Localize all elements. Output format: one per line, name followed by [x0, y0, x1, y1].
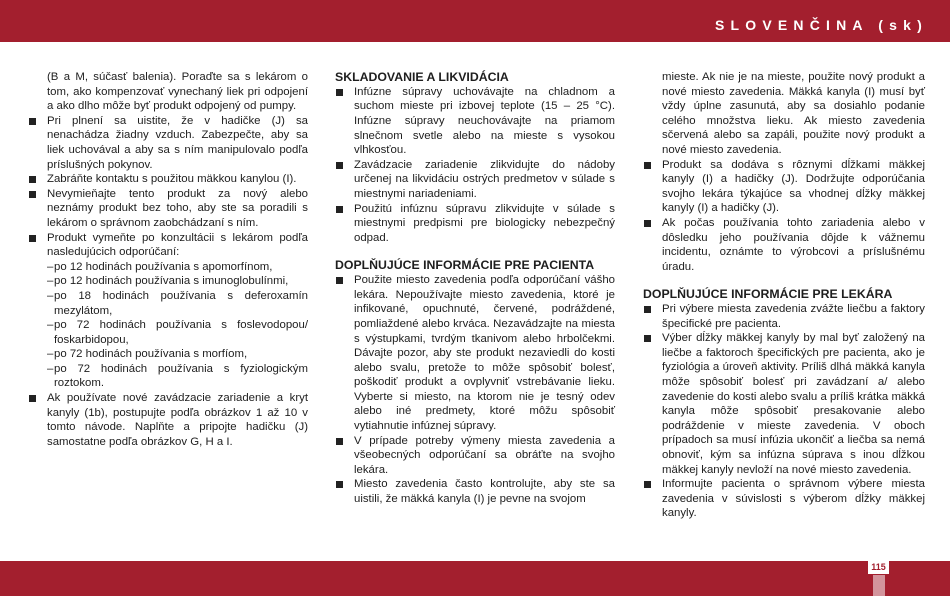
footer-bar — [0, 561, 950, 596]
dash-item: – po 72 hodinách používania s morfíom, — [47, 348, 248, 361]
page-number: 115 — [868, 561, 889, 574]
list-item: Zabráňte kontaktu s použitou mäkkou kanylou (I). — [28, 172, 308, 187]
bullet-list — [643, 158, 925, 275]
paragraph: (B a M, súčasť balenia). Poraďte sa s lekárom o tom, ako kompenzovať vynechaný liek pri odpojení a ako dlho môže byť produkt odpojený od pumpy. — [47, 71, 308, 113]
bullet-list — [28, 391, 308, 449]
section-heading-storage: SKLADOVANIE A LIKVIDÁCIA — [335, 70, 509, 84]
column-1 — [28, 70, 308, 449]
list-item: Zavádzacie zariadenie zlikvidujte do nádoby určenej na likvidáciu ostrých predmetov v súlade s miestnymi nariadeniami. — [335, 158, 615, 202]
list-item: Nevymieňajte tento produkt za nový alebo neznámy produkt bez toho, aby ste sa poradili s lekárom o správnom zaobchádzaní s ním. — [28, 187, 308, 231]
header-bar — [0, 0, 950, 42]
list-item: Použite miesto zavedenia podľa odporúčaní vášho lekára. Nepoužívajte miesto zavedenia, ktoré je infikované, opuchnuté, červené, podráždené, pomliaždené alebo krvácа. Nezavádzajte na miesta s výstupkami, tvrdým tkanivom alebo hrbolčekmi. Dávajte pozor, aby ste produkt nezaviedli do kosti alebo svalu, pretože to môže spôsobiť bolesť, poškodiť produkt a ovplyvniť vstrebávanie lieku. Vyberte si miesto, na ktorom nie je tesný odev alebo iné predmety, ktoré môžu spôsobiť vytiahnutie infúznej súpravy. — [335, 273, 615, 434]
section-heading-patient: DOPLŇUJÚCE INFORMÁCIE PRE PACIENTA — [335, 258, 595, 273]
paragraph: mieste. Ak nie je na mieste, použite nový produkt a nové miesto zavedenia. Mäkká kanyla (I) musí byť vždy úplne zasunutá, aby sa dosiahlo podanie celého množstva lieku. Ak miesto zavedenia sčervená alebo sa zapáli, použite nový produkt a nové miesto zavedenia. — [662, 71, 925, 156]
dash-item: – po 12 hodinách používania s apomorfínom, — [47, 260, 273, 273]
language-title: SLOVENČINA (sk) — [714, 17, 928, 33]
page-tab-marker — [873, 575, 885, 596]
dash-item: – po 18 hodinách používania s deferoxamín mezylátom, — [47, 289, 308, 317]
dash-item: – po 12 hodinách používania s imunoglobulínmi, — [47, 275, 289, 288]
list-item: Pri výbere miesta zavedenia zvážte liečbu a faktory špecifické pre pacienta. — [643, 302, 925, 331]
list-item: Ak používate nové zavádzacie zariadenie a kryt kanyly (1b), postupujte podľa obrázkov 1 až 10 v tomto návode. Naplňte a pripojte hadičku (J) samostatne podľa obrázkov G, H a I. — [28, 391, 308, 449]
bullet-list — [28, 114, 308, 260]
list-item: Pri plnení sa uistite, že v hadičke (J) sa nenachádza žiadny vzduch. Zabezpečte, aby sa liek uchovával a aby sa s ním manipulovalo podľa príslušných pokynov. — [28, 114, 308, 172]
list-item: Informujte pacienta o správnom výbere miesta zavedenia v súvislosti s výberom dĺžky mäkkej kanyly. — [643, 477, 925, 521]
dash-item: – po 72 hodinách používania s foslevodopou/ foskarbidopou, — [47, 319, 308, 346]
dash-item: – po 72 hodinách používania s fyziologickým roztokom. — [47, 362, 308, 390]
column-2 — [335, 70, 615, 507]
bullet-list — [335, 85, 615, 246]
column-3 — [643, 70, 925, 521]
list-item: Produkt vymeňte po konzultácii s lekárom podľa nasledujúcich odporúčaní: — [28, 231, 308, 260]
list-item: Ak počas používania tohto zariadenia alebo v dôsledku jeho používania dôjde k vážnemu incidentu, oznámte to výrobcovi a príslušnému úradu. — [643, 216, 925, 274]
list-item: Infúzne súpravy uchovávajte na chladnom a suchom mieste pri izbovej teplote (15 – 25 °C). Infúzne súpravy neuchovávajte na priamom slnečnom svetle alebo na mieste s vysokou vlhkosťou. — [335, 85, 615, 158]
list-item: Výber dĺžky mäkkej kanyly by mal byť založený na liečbe a faktoroch špecifických pre pacienta, ako je fyziológia a úroveň aktivity. Príliš dlhá mäkká kanyla môže spôsobiť bolesť pri zavádzaní a/ alebo zavedenie do kosti alebo svalu a príliš krátka mäkká kanyla môže spôsobiť presakovanie alebo podráždenie v mieste zavedenia. V oboch prípadoch sa musí infúzia ukončiť a liečba sa nemá obnoviť, kým sa infúzna súprava s inou dĺžkou mäkkej kanyly nevloží na nové miesto zavedenia. — [643, 331, 925, 477]
bullet-list — [335, 273, 615, 507]
bullet-list — [643, 302, 925, 521]
section-heading-doctor: DOPLŇUJÚCE INFORMÁCIE PRE LEKÁRA — [643, 287, 893, 302]
list-item: Použitú infúznu súpravu zlikvidujte v súlade s miestnymi predpismi pre biologicky nebezpečný odpad. — [335, 202, 615, 246]
list-item: Miesto zavedenia často kontrolujte, aby ste sa uistili, že mäkká kanyla (I) je pevne na svojom — [335, 477, 615, 506]
list-item: Produkt sa dodáva s rôznymi dĺžkami mäkkej kanyly (I) a hadičky (J). Dodržujte odporúčania svojho lekára týkajúce sa vhodnej dĺžky mäkkej kanyly (I) a hadičky (J). — [643, 158, 925, 216]
list-item: V prípade potreby výmeny miesta zavedenia a všeobecných odporúčaní sa obráťte na svojho lekára. — [335, 434, 615, 478]
